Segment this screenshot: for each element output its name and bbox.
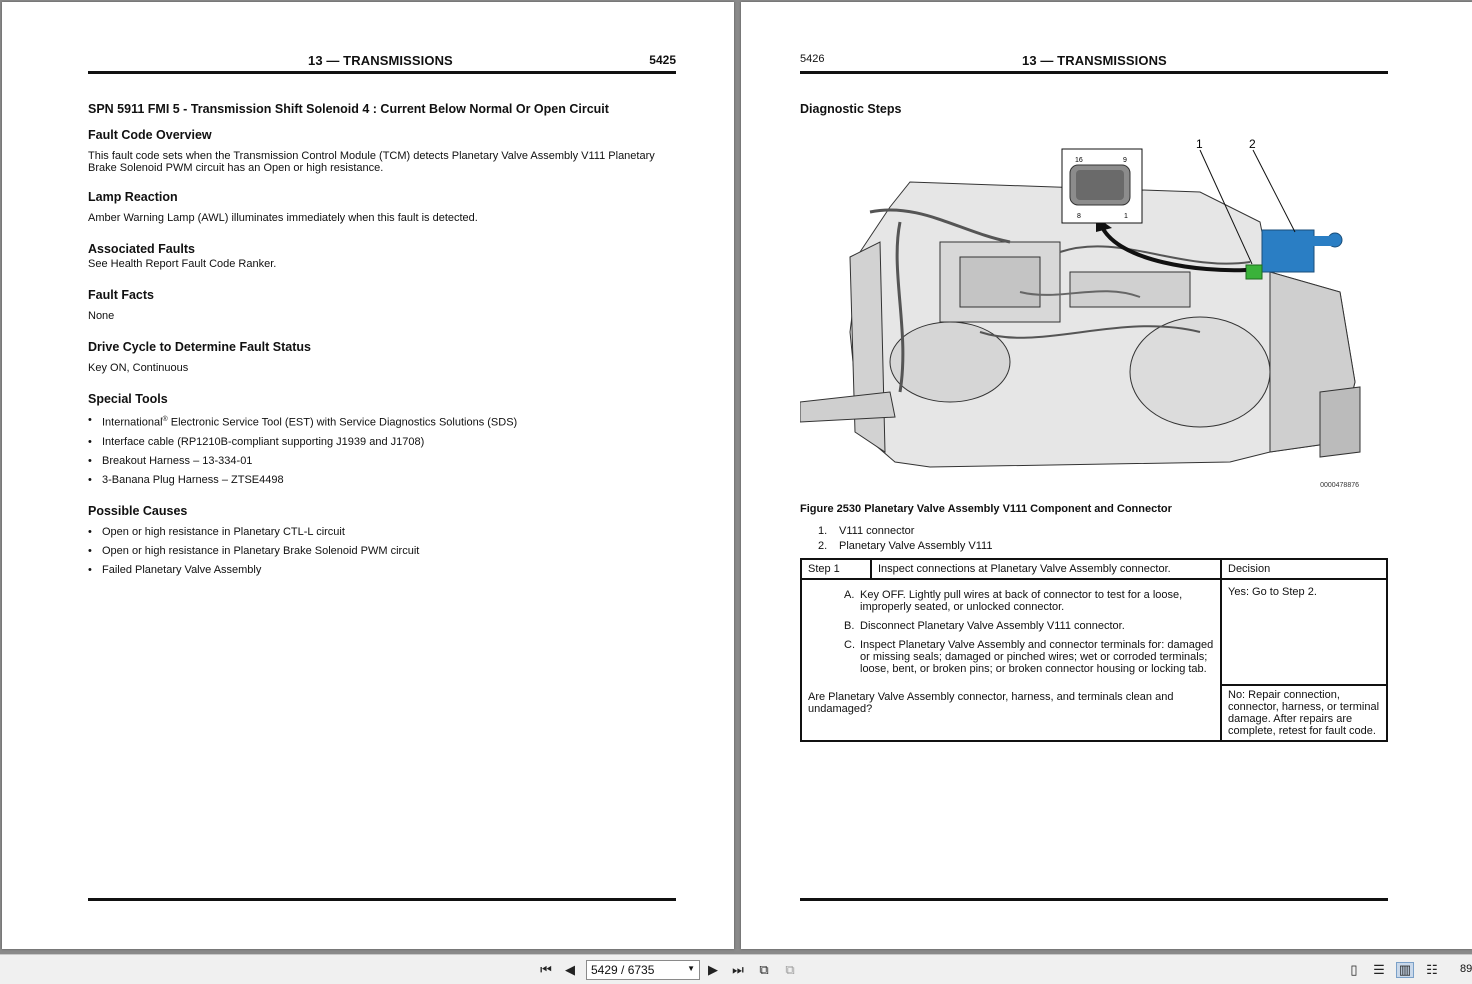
tools-list <box>88 414 676 486</box>
instruction-text: Key OFF. Lightly pull wires at back of connector to test for a loose, improperly seated, or unlocked connector. <box>860 589 1183 613</box>
section-heading: Fault Code Overview <box>88 128 212 142</box>
legend-number: 1. <box>818 525 828 537</box>
footer-rule <box>800 898 1388 901</box>
prev-page-icon[interactable]: ◀ <box>565 962 575 977</box>
drive-text: Key ON, Continuous <box>88 362 189 374</box>
fault-title: SPN 5911 FMI 5 - Transmission Shift Solenoid 4 : Current Below Normal Or Open Circuit <box>88 102 609 116</box>
pin-label: 9 <box>1123 157 1127 164</box>
transmission-figure <box>800 132 1388 497</box>
legend-text: V111 connector <box>839 525 915 537</box>
continuous-icon[interactable]: ☰ <box>1373 962 1385 977</box>
tool-text: International <box>102 416 163 429</box>
decision-header: Decision <box>1221 559 1387 579</box>
step-instructions <box>801 579 1221 685</box>
page-number: 5426 <box>800 53 825 65</box>
section-heading: Associated Faults <box>88 242 195 256</box>
facts-text: None <box>88 310 115 322</box>
zoom-level[interactable]: 89 <box>1460 963 1472 975</box>
callout-1: 1 <box>1196 137 1203 151</box>
v111-connector <box>1246 265 1262 279</box>
assoc-text: See Health Report Fault Code Ranker. <box>88 258 277 270</box>
right-content <box>800 102 1388 737</box>
legend-text: Planetary Valve Assembly V111 <box>839 540 993 552</box>
causes-list <box>88 526 676 576</box>
page-header <box>800 50 1388 74</box>
pin-label: 8 <box>1077 213 1081 220</box>
decision-no: No: Repair connection, connector, harness, or terminal damage. After repairs are complete, retest for fault code. <box>1221 685 1387 741</box>
table-row <box>801 579 1387 685</box>
figure-caption: Figure 2530 Planetary Valve Assembly V111 Component and Connector <box>800 503 1172 515</box>
table-row <box>801 685 1387 741</box>
list-item: • Interface cable (RP1210B-compliant supporting J1939 and J1708) <box>88 436 676 448</box>
first-page-icon[interactable]: ⏮ <box>540 962 552 977</box>
instruction-item <box>844 620 1214 632</box>
list-item <box>88 414 676 429</box>
list-item: • Open or high resistance in Planetary CTL-L circuit <box>88 526 676 538</box>
footer-rule <box>88 898 676 901</box>
header-title: 13 — TRANSMISSIONS <box>1022 53 1167 68</box>
two-page-icon[interactable]: ▥ <box>1396 962 1414 978</box>
callout-2: 2 <box>1249 137 1256 151</box>
section-heading: Drive Cycle to Determine Fault Status <box>88 340 311 354</box>
step-title: Inspect connections at Planetary Valve Assembly connector. <box>871 559 1221 579</box>
instruction-list <box>808 583 1214 675</box>
list-item: • Breakout Harness – 13-334-01 <box>88 455 676 467</box>
back-view-icon[interactable]: ⧉ <box>759 962 769 977</box>
navigation-toolbar <box>0 954 1472 984</box>
table-header-row <box>801 559 1387 579</box>
instruction-item <box>844 639 1214 675</box>
forward-view-icon[interactable]: ⧉ <box>785 962 795 977</box>
instruction-letter: A. <box>844 589 855 601</box>
step-question: Are Planetary Valve Assembly connector, harness, and terminals clean and undamaged? <box>801 685 1221 741</box>
page-header <box>88 50 676 74</box>
list-item: • Open or high resistance in Planetary Brake Solenoid PWM circuit <box>88 545 676 557</box>
page-number-select[interactable] <box>586 960 700 980</box>
fault-overview-text: This fault code sets when the Transmission Control Module (TCM) detects Planetary Valve Assembly V111 Planetary Brake Solenoid PWM circuit has an Open or high resistance. <box>88 150 655 174</box>
section-heading: Fault Facts <box>88 288 154 302</box>
page-number-value: 5429 / 6735 <box>591 963 655 977</box>
tool-text: Electronic Service Tool (EST) with Service Diagnostics Solutions (SDS) <box>167 416 518 429</box>
legend-item <box>818 539 992 554</box>
chevron-down-icon: ▼ <box>687 964 695 973</box>
page-5425 <box>2 2 734 949</box>
step-label: Step 1 <box>801 559 871 579</box>
legend-item <box>818 524 992 539</box>
instruction-text: Inspect Planetary Valve Assembly and connector terminals for: damaged or missing seals; damaged or pinched wires; wet or corroded terminals; loose, bent, or broken pins; or broken connector housing or locking tab. <box>860 639 1214 675</box>
instruction-item <box>844 589 1214 613</box>
left-content <box>88 102 676 590</box>
legend-number: 2. <box>818 540 828 552</box>
figure-id: 0000478876 <box>1320 482 1359 489</box>
pin-label: 1 <box>1124 213 1128 220</box>
instruction-letter: B. <box>844 620 855 632</box>
diagnostic-step-table <box>800 558 1388 742</box>
section-heading: Possible Causes <box>88 503 188 518</box>
decision-yes: Yes: Go to Step 2. <box>1221 579 1387 685</box>
list-item: • 3-Banana Plug Harness – ZTSE4498 <box>88 474 676 486</box>
pin-label: 16 <box>1075 157 1083 164</box>
planetary-valve-assembly <box>1262 230 1342 272</box>
instruction-text: Disconnect Planetary Valve Assembly V111 connector. <box>860 620 1125 632</box>
next-page-icon[interactable]: ▶ <box>708 962 718 977</box>
two-page-continuous-icon[interactable]: ☷ <box>1426 962 1438 977</box>
single-page-icon[interactable]: ▯ <box>1350 962 1358 977</box>
lamp-text: Amber Warning Lamp (AWL) illuminates immediately when this fault is detected. <box>88 212 478 224</box>
header-title: 13 — TRANSMISSIONS <box>308 53 453 68</box>
instruction-letter: C. <box>844 639 855 651</box>
transmission-illustration <box>800 182 1360 467</box>
list-item: • Failed Planetary Valve Assembly <box>88 564 676 576</box>
registered-mark: ® <box>162 416 168 423</box>
figure-legend <box>818 524 992 554</box>
connector-inset <box>1062 149 1142 223</box>
section-heading: Special Tools <box>88 392 168 406</box>
last-page-icon[interactable]: ⏭ <box>732 962 744 977</box>
section-heading: Lamp Reaction <box>88 190 178 204</box>
diagnostic-steps-heading: Diagnostic Steps <box>800 102 902 116</box>
page-5426 <box>741 2 1472 949</box>
page-number: 5425 <box>649 53 676 67</box>
